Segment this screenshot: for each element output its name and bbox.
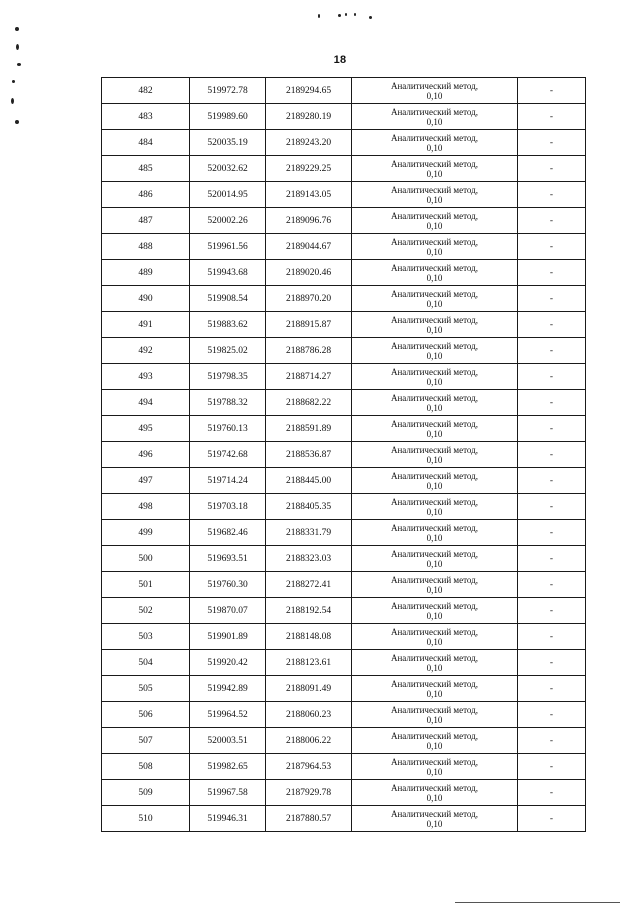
accuracy-text: 0,10 [426,220,443,231]
x-coordinate-cell: 519943.68 [190,260,266,286]
method-text: Аналитический метод, [390,132,479,143]
accuracy-text: 0,10 [426,636,443,647]
note-cell: - [518,702,586,728]
scan-dot [11,98,14,104]
y-coordinate-cell: 2188192.54 [266,598,352,624]
y-coordinate-cell: 2188405.35 [266,494,352,520]
note-cell: - [518,208,586,234]
table-row [102,494,586,520]
method-text: Аналитический метод, [390,444,479,455]
method-cell [352,260,518,286]
accuracy-text: 0,10 [426,506,443,517]
method-cell [352,442,518,468]
point-number-cell: 487 [102,208,190,234]
bottom-rule [455,902,620,903]
point-number-cell: 508 [102,754,190,780]
accuracy-text: 0,10 [426,90,443,101]
accuracy-text: 0,10 [426,454,443,465]
point-number-cell: 482 [102,78,190,104]
note-cell: - [518,78,586,104]
method-text: Аналитический метод, [390,756,479,767]
accuracy-text: 0,10 [426,194,443,205]
method-text: Аналитический метод, [390,314,479,325]
table-row [102,676,586,702]
note-cell: - [518,494,586,520]
y-coordinate-cell: 2188060.23 [266,702,352,728]
table-row [102,650,586,676]
point-number-cell: 486 [102,182,190,208]
table-row [102,520,586,546]
method-text: Аналитический метод, [390,418,479,429]
method-text: Аналитический метод, [390,366,479,377]
method-cell [352,468,518,494]
table-row [102,208,586,234]
method-text: Аналитический метод, [390,626,479,637]
table-row [102,338,586,364]
y-coordinate-cell: 2188323.03 [266,546,352,572]
method-text: Аналитический метод, [390,600,479,611]
method-text: Аналитический метод, [390,106,479,117]
method-cell [352,572,518,598]
point-number-cell: 484 [102,130,190,156]
point-number-cell: 510 [102,806,190,832]
method-text: Аналитический метод, [390,704,479,715]
method-cell [352,780,518,806]
table-row [102,260,586,286]
point-number-cell: 505 [102,676,190,702]
accuracy-text: 0,10 [426,688,443,699]
table-row [102,234,586,260]
point-number-cell: 507 [102,728,190,754]
table-row [102,728,586,754]
note-cell: - [518,598,586,624]
y-coordinate-cell: 2189044.67 [266,234,352,260]
scan-dot [16,44,19,50]
accuracy-text: 0,10 [426,480,443,491]
note-cell: - [518,520,586,546]
y-coordinate-cell: 2188786.28 [266,338,352,364]
accuracy-text: 0,10 [426,792,443,803]
table-row [102,780,586,806]
method-cell [352,390,518,416]
method-cell [352,702,518,728]
note-cell: - [518,754,586,780]
method-text: Аналитический метод, [390,808,479,819]
method-cell [352,416,518,442]
method-cell [352,104,518,130]
x-coordinate-cell: 519901.89 [190,624,266,650]
x-coordinate-cell: 519967.58 [190,780,266,806]
accuracy-text: 0,10 [426,402,443,413]
y-coordinate-cell: 2188272.41 [266,572,352,598]
x-coordinate-cell: 519942.89 [190,676,266,702]
y-coordinate-cell: 2187880.57 [266,806,352,832]
x-coordinate-cell: 520032.62 [190,156,266,182]
table-row [102,78,586,104]
point-number-cell: 498 [102,494,190,520]
accuracy-text: 0,10 [426,610,443,621]
method-cell [352,182,518,208]
table-row [102,754,586,780]
note-cell: - [518,650,586,676]
method-cell [352,208,518,234]
scan-top-marks [300,8,390,24]
method-cell [352,338,518,364]
table-row [102,572,586,598]
table-row [102,104,586,130]
note-cell: - [518,780,586,806]
y-coordinate-cell: 2188970.20 [266,286,352,312]
method-text: Аналитический метод, [390,522,479,533]
y-coordinate-cell: 2189243.20 [266,130,352,156]
method-cell [352,676,518,702]
point-number-cell: 506 [102,702,190,728]
table-row [102,182,586,208]
method-text: Аналитический метод, [390,262,479,273]
note-cell: - [518,416,586,442]
note-cell: - [518,364,586,390]
coordinates-table-body [102,78,586,832]
point-number-cell: 488 [102,234,190,260]
y-coordinate-cell: 2188536.87 [266,442,352,468]
note-cell: - [518,286,586,312]
method-text: Аналитический метод, [390,730,479,741]
method-text: Аналитический метод, [390,470,479,481]
note-cell: - [518,390,586,416]
y-coordinate-cell: 2189294.65 [266,78,352,104]
method-cell [352,78,518,104]
point-number-cell: 501 [102,572,190,598]
accuracy-text: 0,10 [426,350,443,361]
table-row [102,130,586,156]
accuracy-text: 0,10 [426,168,443,179]
x-coordinate-cell: 519964.52 [190,702,266,728]
accuracy-text: 0,10 [426,246,443,257]
y-coordinate-cell: 2188445.00 [266,468,352,494]
point-number-cell: 496 [102,442,190,468]
method-text: Аналитический метод, [390,210,479,221]
accuracy-text: 0,10 [426,142,443,153]
point-number-cell: 495 [102,416,190,442]
point-number-cell: 499 [102,520,190,546]
method-text: Аналитический метод, [390,340,479,351]
x-coordinate-cell: 519788.32 [190,390,266,416]
x-coordinate-cell: 519693.51 [190,546,266,572]
note-cell: - [518,338,586,364]
note-cell: - [518,130,586,156]
y-coordinate-cell: 2188123.61 [266,650,352,676]
table-row [102,312,586,338]
method-text: Аналитический метод, [390,184,479,195]
accuracy-text: 0,10 [426,272,443,283]
table-row [102,806,586,832]
y-coordinate-cell: 2188006.22 [266,728,352,754]
y-coordinate-cell: 2188714.27 [266,364,352,390]
y-coordinate-cell: 2189096.76 [266,208,352,234]
note-cell: - [518,156,586,182]
note-cell: - [518,104,586,130]
accuracy-text: 0,10 [426,116,443,127]
accuracy-text: 0,10 [426,558,443,569]
x-coordinate-cell: 519982.65 [190,754,266,780]
accuracy-text: 0,10 [426,818,443,829]
y-coordinate-cell: 2188331.79 [266,520,352,546]
x-coordinate-cell: 519883.62 [190,312,266,338]
scan-dot [15,120,19,124]
accuracy-text: 0,10 [426,428,443,439]
table-row [102,442,586,468]
x-coordinate-cell: 519825.02 [190,338,266,364]
x-coordinate-cell: 519760.30 [190,572,266,598]
point-number-cell: 509 [102,780,190,806]
method-cell [352,286,518,312]
method-cell [352,234,518,260]
scan-dot [15,27,19,31]
accuracy-text: 0,10 [426,324,443,335]
note-cell: - [518,572,586,598]
accuracy-text: 0,10 [426,766,443,777]
note-cell: - [518,442,586,468]
point-number-cell: 483 [102,104,190,130]
note-cell: - [518,806,586,832]
x-coordinate-cell: 519703.18 [190,494,266,520]
x-coordinate-cell: 519961.56 [190,234,266,260]
y-coordinate-cell: 2187964.53 [266,754,352,780]
x-coordinate-cell: 519870.07 [190,598,266,624]
note-cell: - [518,182,586,208]
method-text: Аналитический метод, [390,158,479,169]
y-coordinate-cell: 2188682.22 [266,390,352,416]
accuracy-text: 0,10 [426,662,443,673]
note-cell: - [518,546,586,572]
point-number-cell: 485 [102,156,190,182]
point-number-cell: 497 [102,468,190,494]
point-number-cell: 492 [102,338,190,364]
x-coordinate-cell: 520014.95 [190,182,266,208]
table-row [102,546,586,572]
table-row [102,702,586,728]
accuracy-text: 0,10 [426,298,443,309]
method-text: Аналитический метод, [390,548,479,559]
method-text: Аналитический метод, [390,236,479,247]
method-cell [352,130,518,156]
point-number-cell: 493 [102,364,190,390]
x-coordinate-cell: 520002.26 [190,208,266,234]
x-coordinate-cell: 520003.51 [190,728,266,754]
note-cell: - [518,234,586,260]
method-text: Аналитический метод, [390,288,479,299]
accuracy-text: 0,10 [426,376,443,387]
table-row [102,156,586,182]
x-coordinate-cell: 520035.19 [190,130,266,156]
table-row [102,390,586,416]
method-text: Аналитический метод, [390,392,479,403]
y-coordinate-cell: 2188091.49 [266,676,352,702]
method-cell [352,494,518,520]
method-text: Аналитический метод, [390,782,479,793]
y-coordinate-cell: 2189229.25 [266,156,352,182]
accuracy-text: 0,10 [426,584,443,595]
point-number-cell: 489 [102,260,190,286]
x-coordinate-cell: 519682.46 [190,520,266,546]
point-number-cell: 490 [102,286,190,312]
method-cell [352,156,518,182]
method-cell [352,520,518,546]
point-number-cell: 503 [102,624,190,650]
y-coordinate-cell: 2188915.87 [266,312,352,338]
method-cell [352,546,518,572]
method-cell [352,624,518,650]
note-cell: - [518,468,586,494]
table-row [102,364,586,390]
x-coordinate-cell: 519798.35 [190,364,266,390]
point-number-cell: 504 [102,650,190,676]
table-row [102,416,586,442]
x-coordinate-cell: 519989.60 [190,104,266,130]
table-row [102,598,586,624]
scan-dot [12,80,15,83]
method-cell [352,312,518,338]
method-cell [352,728,518,754]
page-number: 18 [333,54,347,66]
note-cell: - [518,260,586,286]
note-cell: - [518,312,586,338]
y-coordinate-cell: 2187929.78 [266,780,352,806]
x-coordinate-cell: 519742.68 [190,442,266,468]
point-number-cell: 494 [102,390,190,416]
method-text: Аналитический метод, [390,80,479,91]
x-coordinate-cell: 519908.54 [190,286,266,312]
x-coordinate-cell: 519946.31 [190,806,266,832]
method-text: Аналитический метод, [390,652,479,663]
y-coordinate-cell: 2188148.08 [266,624,352,650]
method-cell [352,806,518,832]
note-cell: - [518,676,586,702]
x-coordinate-cell: 519714.24 [190,468,266,494]
method-cell [352,598,518,624]
point-number-cell: 502 [102,598,190,624]
y-coordinate-cell: 2189020.46 [266,260,352,286]
note-cell: - [518,624,586,650]
y-coordinate-cell: 2188591.89 [266,416,352,442]
x-coordinate-cell: 519972.78 [190,78,266,104]
x-coordinate-cell: 519920.42 [190,650,266,676]
table-row [102,286,586,312]
coordinates-table [101,77,586,832]
y-coordinate-cell: 2189280.19 [266,104,352,130]
accuracy-text: 0,10 [426,714,443,725]
method-cell [352,754,518,780]
table-row [102,624,586,650]
x-coordinate-cell: 519760.13 [190,416,266,442]
method-text: Аналитический метод, [390,678,479,689]
method-text: Аналитический метод, [390,496,479,507]
table-row [102,468,586,494]
point-number-cell: 500 [102,546,190,572]
accuracy-text: 0,10 [426,740,443,751]
point-number-cell: 491 [102,312,190,338]
accuracy-text: 0,10 [426,532,443,543]
note-cell: - [518,728,586,754]
method-text: Аналитический метод, [390,574,479,585]
method-cell [352,650,518,676]
method-cell [352,364,518,390]
y-coordinate-cell: 2189143.05 [266,182,352,208]
